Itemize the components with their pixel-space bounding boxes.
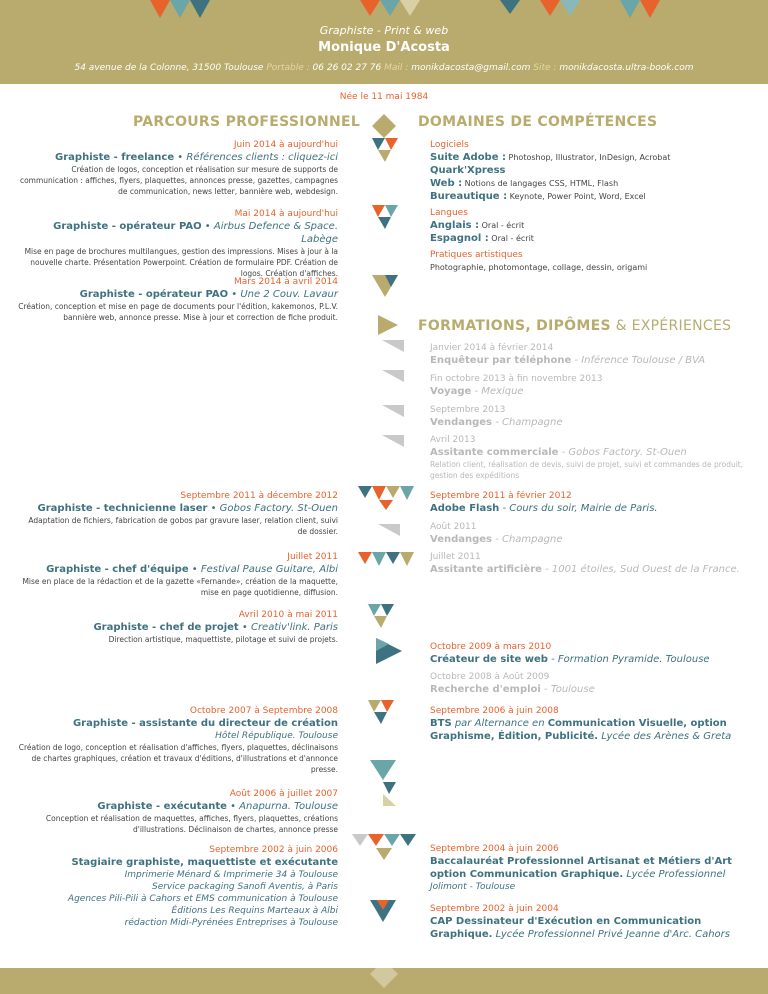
item-org: - Champagne: [492, 534, 563, 545]
item-org: • Airbus Defence & Space. Labège: [201, 221, 338, 245]
experience-item: [18, 208, 338, 279]
item-desc: Direction artistique, maquettiste, pilotage et suivi de projets.: [108, 635, 338, 644]
triangle-cluster-icon: [368, 604, 394, 630]
phone[interactable]: 06 26 02 27 76: [312, 63, 382, 73]
item-title: Baccalauréat Professionnel Artisanat et Métiers d'Art option Communication Graphique.: [430, 856, 732, 880]
item-org: - Champagne: [492, 417, 563, 428]
formation-item: [430, 434, 750, 481]
item-date: Octobre 2008 à Août 2009: [430, 672, 550, 682]
item-date: Juillet 2011: [430, 552, 481, 562]
triangle-cluster-icon: [358, 486, 414, 512]
item-place: Agences Pili-Pili à Cahors et EMS communication à Toulouse: [67, 894, 338, 904]
item-date: Mars 2014 à avril 2014: [234, 277, 338, 287]
item-org: - Gobos Factory. St-Ouen: [558, 447, 687, 458]
mail-label: Mail :: [384, 63, 409, 73]
site-link[interactable]: monikdacosta.ultra-book.com: [559, 63, 694, 73]
triangle-cluster-icon: [372, 275, 398, 301]
item-date: Août 2011: [430, 522, 477, 532]
formation-item: [430, 521, 750, 546]
site-label: Site :: [533, 63, 557, 73]
item-title: Adobe Flash: [430, 503, 500, 514]
item-title: Vendanges: [430, 534, 493, 545]
item-date: Octobre 2007 à Septembre 2008: [189, 706, 338, 716]
item-org: - Inférence Toulouse / BVA: [571, 355, 706, 366]
item-org: • Creativ'link. Paris: [238, 622, 338, 633]
formation-item: [430, 490, 750, 515]
item-title: Graphiste - chef d'équipe: [46, 564, 189, 575]
grey-arrows-icon: [382, 340, 408, 480]
item-desc: Mise en place de la rédaction et de la gazette «Fernande», création de la maquette, mise en page quotidienne, diffusion.: [22, 577, 338, 597]
item-org: par Alternance en: [451, 718, 548, 729]
header-name: Monique D'Acosta: [318, 40, 450, 55]
skill-detail: Oral - écrit: [488, 234, 534, 243]
item-org: Lycée Professionnel Privé Jeanne d'Arc. Cahors: [492, 929, 730, 940]
triangle-cluster-icon: [376, 638, 402, 664]
item-org: - Cours du soir, Mairie de Paris.: [499, 503, 658, 514]
diamond-icon: [370, 112, 398, 140]
item-org: - Toulouse: [540, 684, 595, 695]
formation-item: [430, 843, 750, 893]
item-org: - 1001 étoiles, Sud Ouest de la France.: [541, 564, 740, 575]
item-place: rédaction Midi-Pyrénées Entreprises à Toulouse: [124, 918, 338, 928]
item-desc: Création de logo, conception et réalisation d'affiches, flyers, plaquettes, déclinaisons de chartes graphiques, création et travaux d'éditions, d'illustrations et d'annonce presse.: [18, 743, 338, 774]
item-place: Éditions Les Requins Marteaux à Albi: [171, 906, 338, 916]
item-place: Imprimerie Ménard & Imprimerie 34 à Toulouse: [124, 870, 338, 880]
skill-name: Web :: [430, 178, 463, 189]
item-date: Janvier 2014 à février 2014: [430, 343, 554, 353]
skill-name: Espagnol :: [430, 233, 489, 244]
arrow-right-icon: [376, 313, 400, 337]
skill-name: Anglais :: [430, 220, 480, 231]
item-date: Juin 2014 à aujourd'hui: [233, 140, 338, 150]
phone-label: Portable :: [266, 63, 310, 73]
experience-item: [18, 844, 338, 929]
triangle-cluster-icon: [370, 900, 396, 926]
item-title: Graphiste - opérateur PAO: [53, 221, 202, 232]
item-desc: Adaptation de fichiers, fabrication de gobos par gravure laser, relation client, suivi de dossier.: [28, 516, 338, 536]
skills-category: Pratiques artistiques: [430, 250, 523, 260]
item-title-2: Communication Visuelle, option Graphisme, Édition, Publicité.: [430, 718, 727, 742]
item-org: • Gobos Factory. St-Ouen: [207, 503, 338, 514]
skill-detail: Photoshop, Illustrator, InDesign, Acrobat: [505, 153, 671, 162]
formation-item: [430, 671, 750, 696]
item-date: Septembre 2004 à juin 2006: [430, 844, 559, 854]
formation-item: [430, 705, 750, 743]
item-date: Avril 2013: [430, 435, 476, 445]
item-title: Graphiste - assistante du directeur de création: [72, 718, 338, 729]
item-desc: Création de logos, conception et réalisation sur mesure de supports de communication : affiches, flyers, plaquettes, annonces presse, gazettes, campagnes de communication, news letter, bannière web, webdesign.: [19, 165, 338, 196]
triangle-cluster-icon: [370, 760, 396, 806]
item-title: Assitante artificière: [430, 564, 542, 575]
triangle-cluster-icon: [352, 834, 416, 872]
skills-block: [430, 139, 750, 274]
item-title: Graphiste - opérateur PAO: [79, 289, 229, 300]
item-title: Graphiste - freelance: [55, 152, 175, 163]
item-date: Juillet 2011: [287, 552, 338, 562]
skill-detail: Oral - écrit: [479, 221, 525, 230]
experience-item: [18, 276, 338, 323]
item-place: Service packaging Sanofi Aventis, à Paris: [151, 882, 338, 892]
skill-name: Bureautique :: [430, 191, 508, 202]
item-org-link[interactable]: • Références clients : cliquez-ici: [174, 152, 338, 163]
skills-category: Logiciels: [430, 140, 469, 150]
item-date: Septembre 2011 à décembre 2012: [180, 491, 338, 501]
item-date: Septembre 2002 à juin 2006: [209, 845, 338, 855]
birth-date: Née le 11 mai 1984: [339, 92, 429, 102]
triangle-cluster-icon: [358, 552, 414, 578]
formation-item: [430, 342, 750, 367]
header-band: [0, 0, 768, 84]
item-desc: Création, conception et mise en page de documents pour l'édition, kakemonos, P.L.V. bannière web, annonce presse. Mise à jour et correction de fiche produit.: [18, 302, 338, 322]
item-org-2: Lycée des Arènes & Greta: [598, 731, 732, 742]
skill-detail: Keynote, Power Point, Word, Excel: [507, 192, 646, 201]
item-title: Enquêteur par téléphone: [430, 355, 572, 366]
triangle-cluster-icon: [372, 138, 398, 164]
header-subtitle: Graphiste - Print & web: [319, 24, 449, 37]
section-formations: [418, 318, 731, 334]
item-title: Recherche d'emploi: [430, 684, 541, 695]
item-title: Graphiste - chef de projet: [93, 622, 239, 633]
item-org: Lycée Professionnel: [623, 869, 726, 880]
item-org: • Une 2 Couv. Lavaur: [228, 289, 338, 300]
item-title: Vendanges: [430, 417, 493, 428]
formation-item: [430, 404, 750, 429]
skill-name: Quark'Xpress: [430, 165, 506, 176]
triangle-cluster-icon: [368, 700, 394, 726]
formations-title-light: & EXPÉRIENCES: [610, 318, 732, 334]
item-title: Graphiste - technicienne laser: [37, 503, 208, 514]
formation-item: [430, 903, 750, 941]
experience-item: [18, 490, 338, 537]
item-date: Septembre 2006 à juin 2008: [430, 706, 559, 716]
item-title: Créateur de site web: [430, 654, 548, 665]
item-org: Hôtel République. Toulouse: [215, 731, 338, 741]
formation-item: [430, 373, 750, 398]
item-title: CAP Dessinateur d'Exécution en Communication Graphique.: [430, 916, 702, 940]
item-org: • Anapurna. Toulouse: [226, 801, 338, 812]
item-date: Avril 2010 à mai 2011: [238, 610, 338, 620]
experience-item: [18, 705, 338, 775]
item-desc: Conception et réalisation de maquettes, affiches, flyers, plaquettes, créations d'illustrations. Déclinaison de chartes, annonce presse: [45, 814, 338, 834]
item-org: - Formation Pyramide. Toulouse: [547, 654, 710, 665]
experience-item: [18, 609, 338, 645]
item-title: Assitante commerciale: [430, 447, 559, 458]
footer-band: [0, 968, 768, 994]
footer-diamond-icon: [0, 968, 768, 994]
experience-item: [18, 551, 338, 598]
item-date: Octobre 2009 à mars 2010: [430, 642, 552, 652]
item-date: Septembre 2002 à juin 2004: [430, 904, 559, 914]
formations-title: FORMATIONS, DIPÔMES: [418, 318, 611, 334]
skill-detail: Notions de langages CSS, HTML, Flash: [462, 179, 619, 188]
formation-item: [430, 641, 750, 666]
triangle-cluster-icon: [372, 205, 398, 231]
item-desc: Relation client, réalisation de devis, suivi de projet, suivi et commandes de produit, gestion des expéditions: [430, 460, 744, 480]
address: 54 avenue de la Colonne, 31500 Toulouse: [74, 63, 264, 73]
skill-name: Suite Adobe :: [430, 152, 506, 163]
item-place: Jolimont - Toulouse: [430, 882, 516, 892]
item-date: Septembre 2011 à février 2012: [430, 491, 572, 501]
item-date: Mai 2014 à aujourd'hui: [234, 209, 338, 219]
item-date: Septembre 2013: [430, 405, 506, 415]
experience-item: [18, 139, 338, 197]
experience-item: [18, 788, 338, 835]
section-domaines: DOMAINES DE COMPÉTENCES: [418, 114, 658, 130]
grey-arrow-icon: [378, 524, 400, 546]
formation-item: [430, 551, 750, 576]
item-desc: Mise en page de brochures multilangues, gestion des impressions. Mises à jour à la nouvelle charte. Présentation Powerpoint. Création de formulaire PDF. Création de logos. Création d'affiches.: [24, 247, 338, 278]
item-title: Graphiste - exécutante: [97, 801, 227, 812]
item-date: Fin octobre 2013 à fin novembre 2013: [430, 374, 603, 384]
item-title: Voyage: [430, 386, 472, 397]
item-title: BTS: [430, 718, 452, 729]
item-org: - Mexique: [471, 386, 524, 397]
item-org: • Festival Pause Guitare, Albi: [188, 564, 338, 575]
section-parcours: PARCOURS PROFESSIONNEL: [133, 114, 361, 130]
header-contact: [0, 63, 768, 73]
skill-detail: Photographie, photomontage, collage, dessin, origami: [430, 263, 648, 272]
item-date: Août 2006 à juillet 2007: [229, 789, 338, 799]
mail-link[interactable]: monikdacosta@gmail.com: [411, 63, 531, 73]
skills-category: Langues: [430, 208, 468, 218]
item-title: Stagiaire graphiste, maquettiste et exécutante: [71, 857, 338, 868]
